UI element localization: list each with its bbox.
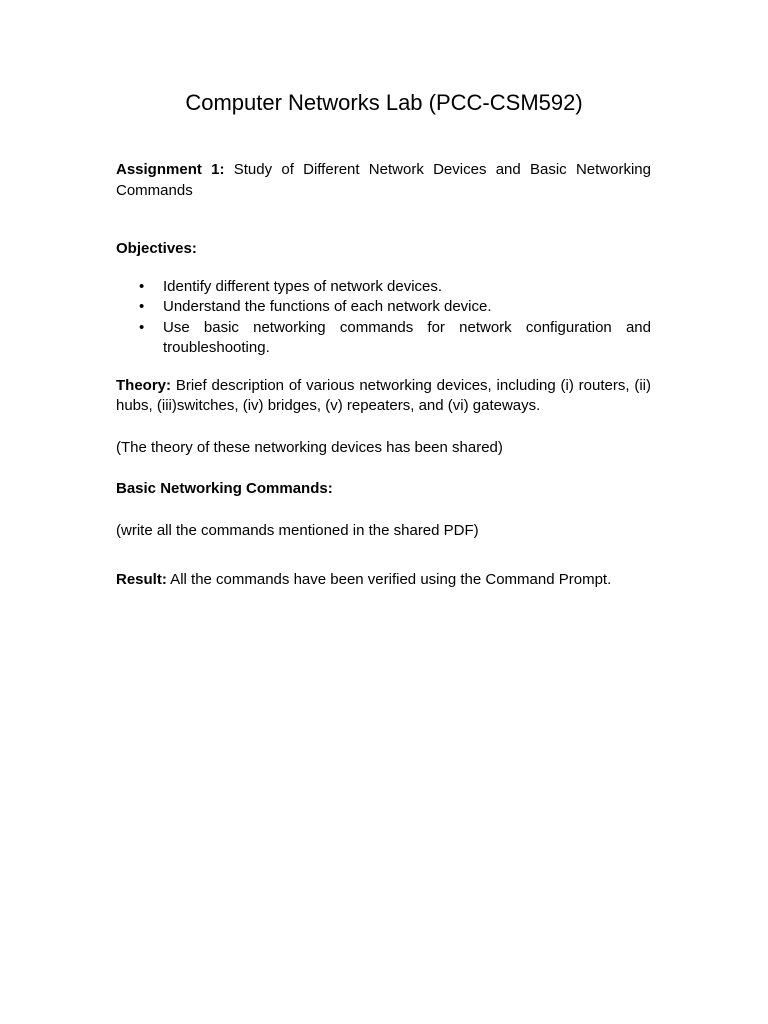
objectives-list <box>116 277 651 359</box>
assignment-paragraph <box>116 160 651 201</box>
theory-label: Theory: <box>116 376 172 394</box>
document-body <box>116 160 651 591</box>
assignment-text: Study of Different Network Devices and Basic Networking Commands <box>116 161 651 199</box>
theory-paragraph <box>116 376 651 417</box>
result-paragraph <box>116 570 651 591</box>
objectives-heading: Objectives: <box>116 240 197 257</box>
commands-heading: Basic Networking Commands: <box>116 480 333 497</box>
objective-item: • Use basic networking commands for network configuration and troubleshooting. <box>116 318 651 359</box>
theory-note: (The theory of these networking devices has been shared) <box>116 438 503 456</box>
commands-note: (write all the commands mentioned in the shared PDF) <box>116 521 479 539</box>
page-title: Computer Networks Lab (PCC-CSM592) <box>185 90 583 115</box>
theory-text: Brief description of various networking devices, including (i) routers, (ii) hubs, (iii)switches, (iv) bridges, (v) repeaters, and (vi) gateways. <box>116 376 651 414</box>
objective-item: • Understand the functions of each network device. <box>116 297 651 318</box>
result-text: All the commands have been verified using the Command Prompt. <box>166 571 612 588</box>
objective-item: • Identify different types of network devices. <box>116 277 651 298</box>
assignment-label: Assignment 1: <box>116 161 225 178</box>
result-label: Result: <box>116 571 167 588</box>
